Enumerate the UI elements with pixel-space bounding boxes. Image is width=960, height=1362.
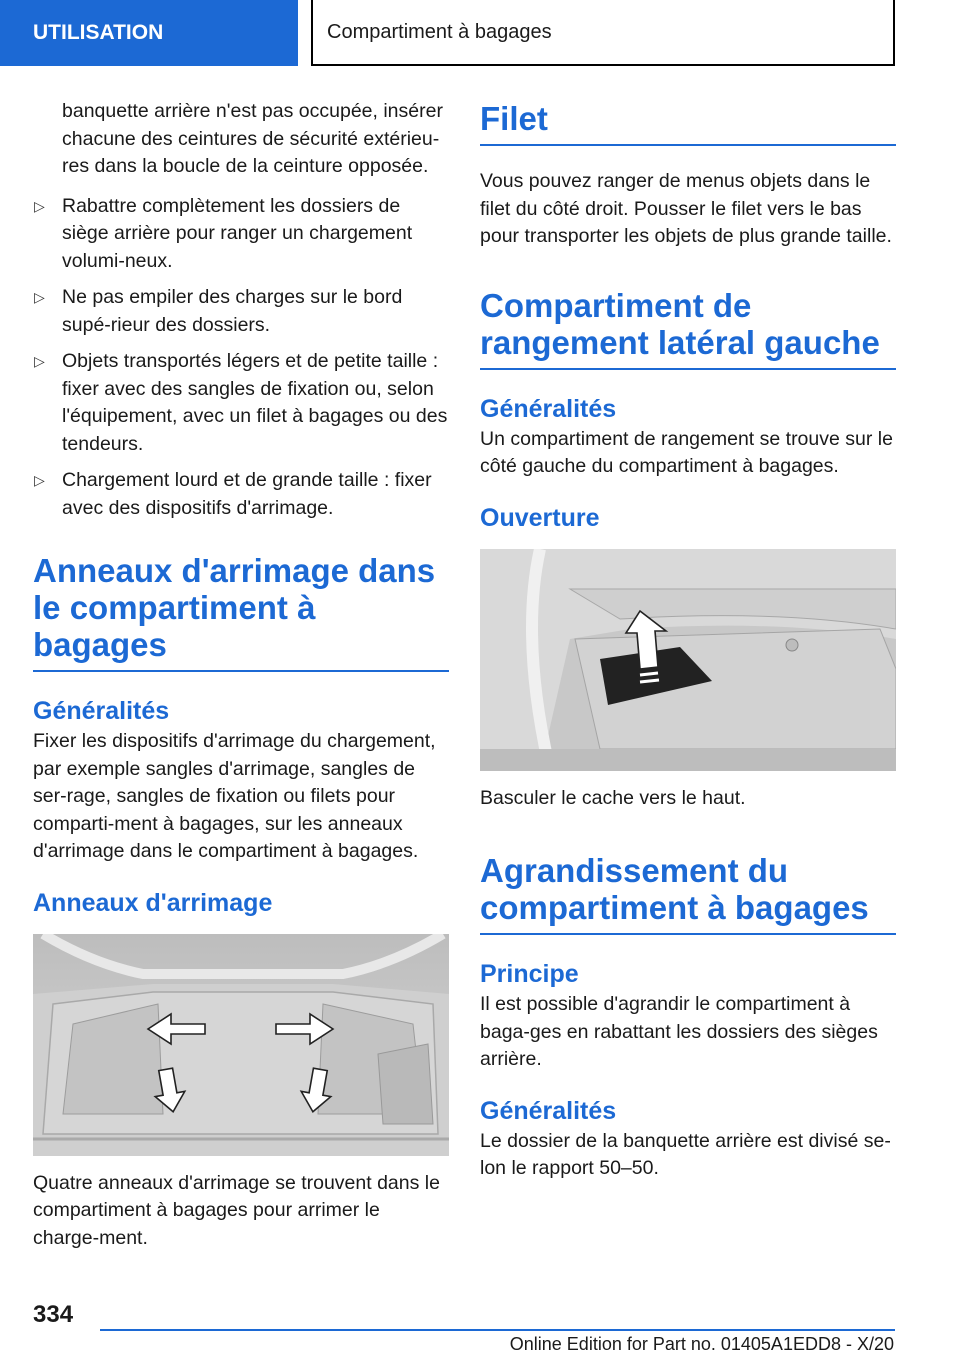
heading-generalites: Généralités bbox=[33, 697, 170, 725]
footer-divider bbox=[100, 1329, 895, 1331]
heading-ouverture: Ouverture bbox=[480, 503, 600, 532]
heading-compartiment-lateral: Compartiment de rangement latéral gauche bbox=[480, 287, 896, 370]
heading-generalites-2: Généralités bbox=[480, 1096, 617, 1125]
principe-text: Il est possible d'agrandir le compartiment à baga‐ges en rabattant les dossiers des sièges arrière. bbox=[480, 993, 878, 1070]
section-tab: UTILISATION bbox=[0, 0, 298, 66]
filet-text: Vous pouvez ranger de menus objets dans le filet du côté droit. Pousser le filet vers le bas pour transporter les objets de plus grande taille. bbox=[480, 170, 892, 247]
generalites-text: Fixer les dispositifs d'arrimage du chargement, par exemple sangles d'arrimage, sangles de ser‐rage, sangles de fixation ou filets pour comparti‐ment à bagages, sur les anneaux d'arrimage dans le compartiment à bagages. bbox=[33, 730, 436, 862]
bullet-item: ▷ Chargement lourd et de grande taille : fixer avec des dispositifs d'arrimage. bbox=[34, 469, 432, 519]
page-number: 334 bbox=[33, 1301, 74, 1328]
heading-principe: Principe bbox=[480, 960, 579, 988]
bullet-triangle-icon: ▷ bbox=[34, 353, 45, 369]
heading-generalites-right: Généralités bbox=[480, 394, 617, 423]
left-column bbox=[33, 98, 449, 1252]
compartment-illustration bbox=[480, 549, 896, 771]
chapter-title: Compartiment à bagages bbox=[311, 0, 895, 66]
generalites-2-text: Le dossier de la banquette arrière est divisé se‐lon le rapport 50–50. bbox=[480, 1129, 891, 1179]
bullet-triangle-icon: ▷ bbox=[34, 472, 45, 488]
intro-continuation: banquette arrière n'est pas occupée, insérer chacune des ceintures de sécurité extérieu‐res dans la boucle de la ceinture opposée. bbox=[62, 100, 443, 177]
bullet-triangle-icon: ▷ bbox=[34, 197, 45, 214]
heading-agrandissement: Agrandissement du compartiment à bagages bbox=[480, 852, 896, 935]
side-compartment-figure bbox=[480, 549, 896, 771]
trunk-illustration bbox=[33, 934, 449, 1156]
bullet-item: ▷ Objets transportés légers et de petite taille : fixer avec des sangles de fixation ou, selon l'équipement, avec un filet à bagages ou des tendeurs. bbox=[34, 350, 448, 455]
heading-anneaux: Anneaux d'arrimage dans le compartiment à bagages bbox=[33, 552, 449, 672]
bullet-item: ▷ Rabattre complètement les dossiers de siège arrière pour ranger un chargement volumi‐neux. bbox=[34, 194, 413, 272]
footer-edition: Online Edition for Part no. 01405A1EDD8 - X/20 bbox=[509, 1334, 894, 1354]
bullet-item: ▷ Ne pas empiler des charges sur le bord supé‐rieur des dossiers. bbox=[34, 286, 403, 336]
bullet-triangle-icon: ▷ bbox=[34, 289, 45, 305]
anneaux-caption: Quatre anneaux d'arrimage se trouvent dans le compartiment à bagages pour arrimer le charge‐ment. bbox=[33, 1171, 440, 1249]
compartiment-generalites-text: Un compartiment de rangement se trouve sur le côté gauche du compartiment à bagages. bbox=[480, 427, 893, 477]
heading-anneaux-arrimage: Anneaux d'arrimage bbox=[33, 888, 273, 917]
right-column bbox=[480, 98, 896, 1183]
safety-bullet-list bbox=[33, 193, 449, 523]
heading-filet: Filet bbox=[480, 100, 896, 146]
ouverture-caption: Basculer le cache vers le haut. bbox=[480, 786, 746, 809]
trunk-lashing-eyes-figure bbox=[33, 934, 449, 1156]
